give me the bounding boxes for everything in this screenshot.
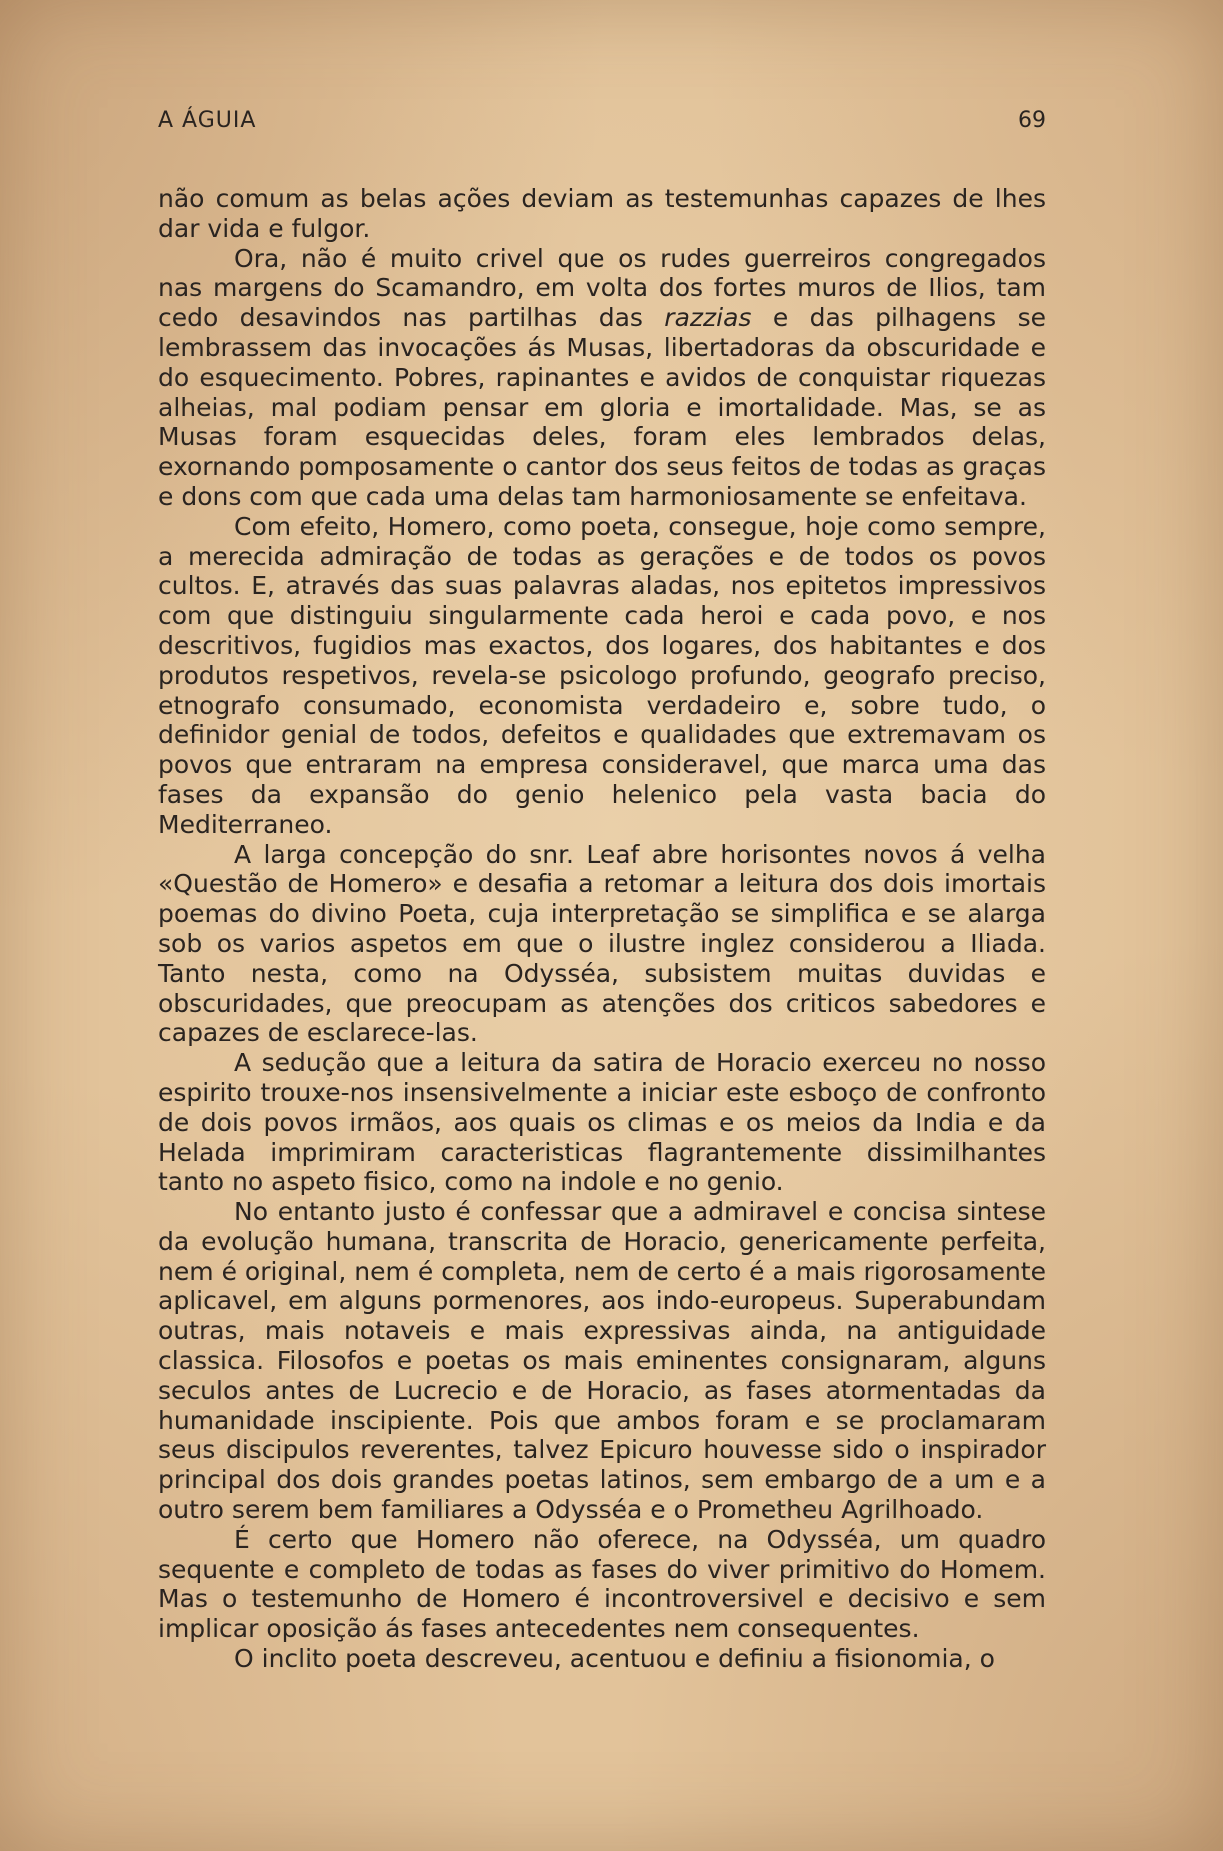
paragraph-text: Ora, não é muito crivel que os rudes guerreiros congregados nas margens do Scamandro, em volta dos fortes muros de Ilios, tam cedo desavindos nas partilhas das <box>158 243 1046 333</box>
paragraph-text: É certo que Homero não oferece, na Odysséa, um quadro sequente e completo de todas as fases do viver primitivo do Homem. Mas o testemunho de Homero é incontroversivel e decisivo e sem implicar oposição ás fases antecedentes nem consequentes. <box>158 1524 1046 1644</box>
paragraph <box>158 244 1046 512</box>
paragraph-text: No entanto justo é confessar que a admiravel e concisa sintese da evolução humana, transcrita de Horacio, genericamente perfeita, nem é original, nem é completa, nem de certo é a mais rigorosamente aplicavel, em alguns pormenores, aos indo-europeus. Superabundam outras, mais notaveis e mais expressivas ainda, na antiguidade classica. Filosofos e poetas os mais eminentes consignaram, alguns seculos antes de Lucrecio e de Horacio, as fases atormentadas da humanidade inscipiente. Pois que ambos foram e se proclamaram seus discipulos reverentes, talvez Epicuro houvesse sido o inspirador principal dos dois grandes poetas latinos, sem embargo de a um e a outro serem bem familiares a Odysséa e o Prometheu Agrilhoado. <box>158 1197 1046 1525</box>
body-text <box>158 184 1046 1674</box>
paragraph-text: O inclito poeta descreveu, acentuou e definiu a fisionomia, o <box>234 1644 995 1674</box>
paragraph <box>158 840 1046 1049</box>
paragraph <box>158 512 1046 840</box>
paragraph-text: A larga concepção do snr. Leaf abre horisontes novos á velha «Questão de Homero» e desafia a retomar a leitura dos dois imortais poemas do divino Poeta, cuja interpretação se simplifica e se alarga sob os varios aspetos em que o ilustre inglez considerou a Iliada. Tanto nesta, como na Odysséa, subsistem muitas duvidas e obscuridades, que preocupam as atenções dos criticos sabedores e capazes de esclarece-las. <box>158 839 1046 1048</box>
paragraph-text: e das pilhagens se lembrassem das invocações ás Musas, libertadoras da obscuridade e do esquecimento. Pobres, rapinantes e avidos de conquistar riquezas alheias, mal podiam pensar em gloria e imortalidade. Mas, se as Musas foram esquecidas deles, foram eles lembrados delas, exornando pomposamente o cantor dos seus feitos de todas as graças e dons com que cada uma delas tam harmoniosamente se enfeitava. <box>158 303 1046 511</box>
running-head <box>158 104 1046 138</box>
paragraph <box>158 1048 1046 1197</box>
italic-term: razzias <box>664 303 752 333</box>
paragraph <box>158 1197 1046 1525</box>
paragraph-continued <box>158 184 1046 244</box>
journal-title: A ÁGUIA <box>158 108 257 133</box>
paragraph <box>158 1525 1046 1644</box>
paragraph-text: A sedução que a leitura da satira de Horacio exerceu no nosso espirito trouxe-nos insensivelmente a iniciar este esboço de confronto de dois povos irmãos, aos quais os climas e os meios da India e da Helada imprimiram caracteristicas flagrantemente dissimilhantes tanto no aspeto fisico, como na indole e no genio. <box>158 1048 1046 1197</box>
paragraph-text: não comum as belas ações deviam as testemunhas capazes de lhes dar vida e fulgor. <box>158 184 1046 243</box>
paragraph <box>158 1644 1046 1674</box>
paragraph-text: Com efeito, Homero, como poeta, consegue, hoje como sempre, a merecida admiração de todas as gerações e de todos os povos cultos. E, através das suas palavras aladas, nos epitetos impressivos com que distinguiu singularmente cada heroi e cada povo, e nos descritivos, fugidios mas exactos, dos logares, dos habitantes e dos produtos respetivos, revela-se psicologo profundo, geografo preciso, etnografo consumado, economista verdadeiro e, sobre tudo, o definidor genial de todos, defeitos e qualidades que extremavam os povos que entraram na empresa consideravel, que marca uma das fases da expansão do genio helenico pela vasta bacia do Mediterraneo. <box>158 511 1046 839</box>
page-number: 69 <box>1018 108 1046 133</box>
